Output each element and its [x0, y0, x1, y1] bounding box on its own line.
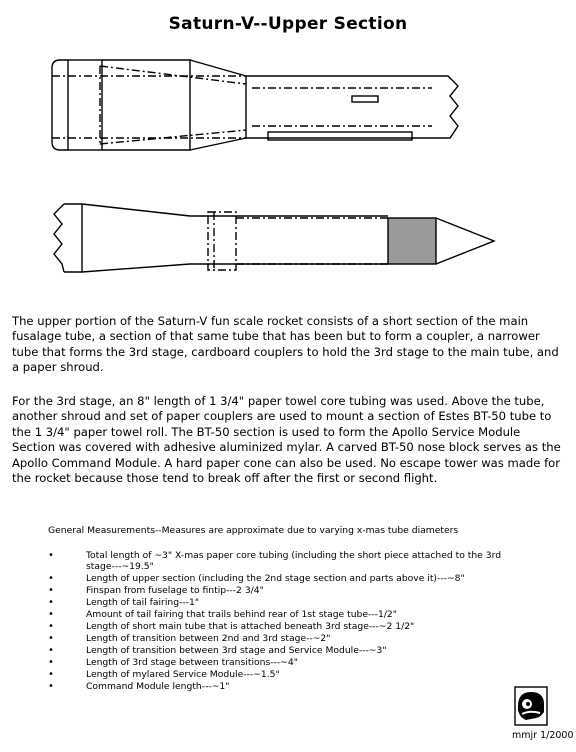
signature: mmjr 1/2000 [512, 730, 574, 741]
cartoon-face-logo [514, 686, 548, 726]
list-item: • Length of short main tube that is attached beneath 3rd stage---~2 1/2" [48, 621, 528, 632]
list-item: • Finspan from fuselage to fintip---2 3/4" [48, 585, 528, 596]
rocket-diagram [40, 52, 520, 284]
list-item: • Length of upper section (including the 2nd stage section and parts above it)---~8" [48, 573, 528, 584]
lower-section-drawing [54, 204, 494, 272]
measurements-list [48, 550, 528, 693]
list-item: • Total length of ~3" X-mas paper core tubing (including the short piece attached to the 3rd stage---~19.5" [48, 550, 528, 572]
list-item: • Command Module length---~1" [48, 681, 528, 692]
intro-paragraph: The upper portion of the Saturn-V fun scale rocket consists of a short section of the main fusalage tube, a section of that same tube that has been but to form a coupler, a narrower tube that forms the 3rd stage, cardboard couplers to hold the 3rd stage to the main tube, and a paper shroud. [12, 314, 559, 375]
list-item: • Amount of tail fairing that trails behind rear of 1st stage tube---1/2" [48, 609, 528, 620]
page-title: Saturn-V--Upper Section [168, 14, 408, 34]
measurements-heading: General Measurements--Measures are approximate due to varying x-mas tube diameters [48, 525, 459, 536]
list-item: • Length of transition between 2nd and 3rd stage--~2" [48, 633, 528, 644]
list-item: • Length of 3rd stage between transitions---~4" [48, 657, 528, 668]
list-item: • Length of mylared Service Module---~1.5" [48, 669, 528, 680]
third-stage-paragraph: For the 3rd stage, an 8" length of 1 3/4" paper towel core tubing was used. Above the tube, another shroud and set of paper couplers are used to mount a section of Estes BT-50 tube to the 1 3/4" paper towel roll. The BT-50 section is used to form the Apollo Service Module Section was covered with adhesive aluminized mylar. A carved BT-50 nose block serves as the Apollo Command Module. A hard paper cone can also be used. No escape tower was made for the rocket because those tend to break off after the first or second flight. [12, 394, 561, 486]
upper-section-drawing [52, 60, 458, 150]
list-item: • Length of tail fairing---1" [48, 597, 528, 608]
list-item: • Length of transition between 3rd stage and Service Module---~3" [48, 645, 528, 656]
